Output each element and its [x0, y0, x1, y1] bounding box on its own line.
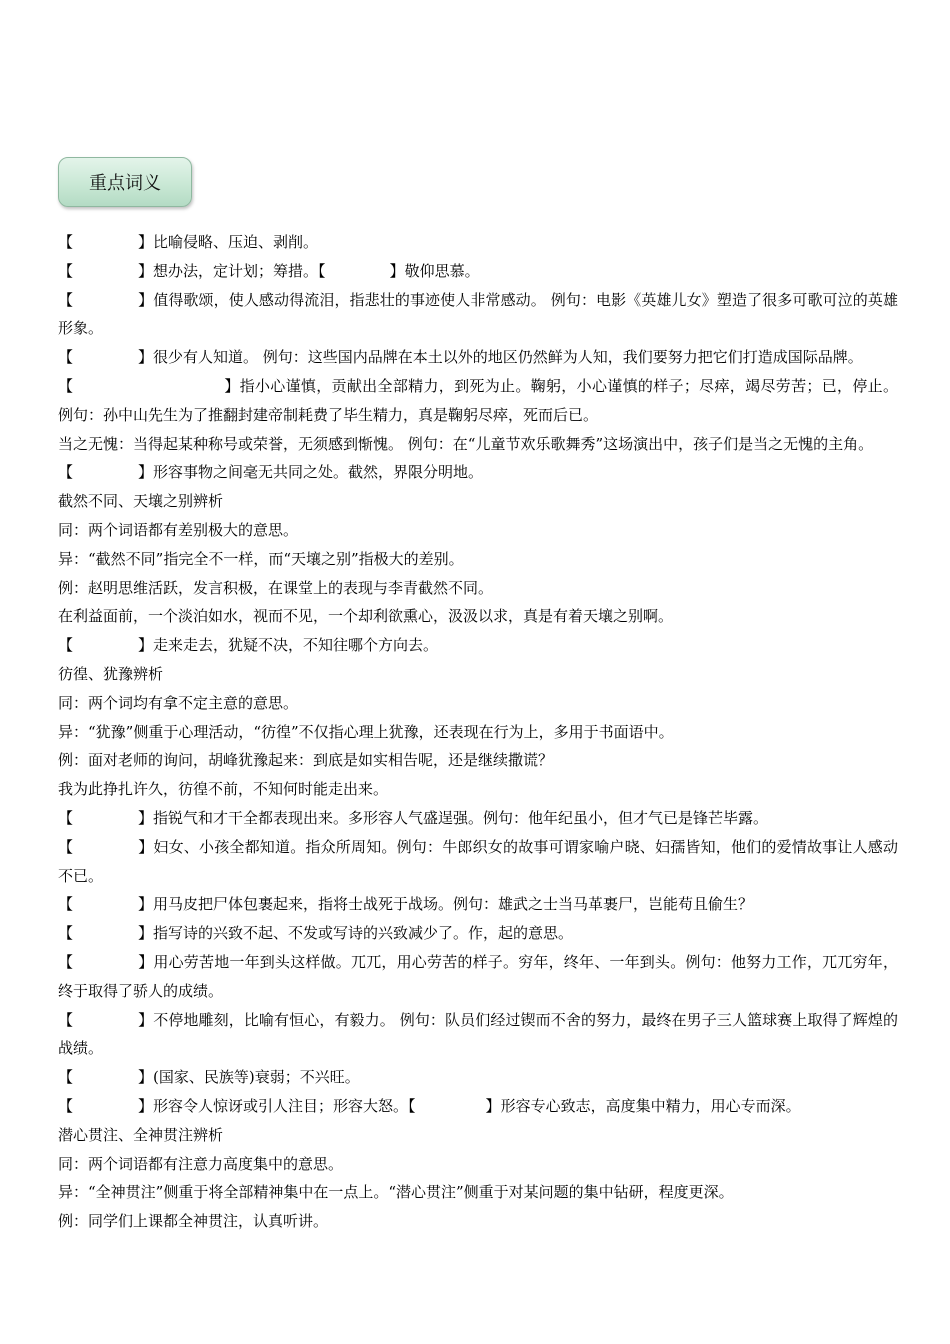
text-line: 在利益面前，一个淡泊如水，视而不见，一个却利欲熏心，汲汲以求，真是有着天壤之别啊。: [58, 607, 674, 626]
text-line: 潜心贯注、全神贯注辨析: [58, 1125, 224, 1144]
text-line: 我为此挣扎许久，彷徨不前，不知何时能走出来。: [58, 780, 389, 799]
section-title-badge: [58, 157, 192, 207]
blank-bracket-close: 】: [138, 290, 154, 309]
vocabulary-list: [58, 228, 898, 1236]
entry-line: 【 】妇女、小孩全都知道。指众所周知。例句：牛郎织女的故事可谓家喻户晓、妇孺皆知，他们的爱情故事让人感动不已。: [58, 833, 898, 891]
blank-bracket-open: 【: [58, 1096, 74, 1115]
blank-bracket-close: 】: [224, 376, 240, 395]
text-line: 同：两个词语都有注意力高度集中的意思。: [58, 1154, 344, 1173]
blank-bracket-close: 】: [485, 1096, 501, 1115]
blank-bracket-open: 【: [58, 1010, 74, 1029]
blank-bracket-close: 】: [138, 1010, 154, 1029]
text-line: 同：两个词语都有差别极大的意思。: [58, 520, 299, 539]
blank-bracket-close: 】: [389, 261, 405, 280]
section-title: 重点词义: [89, 173, 161, 194]
entry-line: 【 】走来走去，犹疑不决，不知往哪个方向去。: [58, 631, 898, 660]
blank-bracket-open: 【: [58, 952, 74, 971]
text-line: 彷徨、犹豫辨析: [58, 664, 164, 683]
entry-line: 【 】指锐气和才干全都表现出来。多形容人气盛逞强。例句：他年纪虽小，但才气已是锋芒毕露。: [58, 804, 898, 833]
entry-line: 【 】值得歌颂，使人感动得流泪，指悲壮的事迹使人非常感动。 例句：电影《英雄儿女》塑造了很多可歌可泣的英雄形象。: [58, 286, 898, 344]
blank-bracket-open: 【: [58, 290, 74, 309]
blank-bracket-open: 【: [318, 261, 326, 280]
blank-bracket-open: 【: [58, 924, 74, 943]
blank-bracket-close: 】: [138, 1096, 154, 1115]
blank-bracket-close: 】: [138, 808, 154, 827]
entry-line: 【 】指写诗的兴致不起、不发或写诗的兴致减少了。作，起的意思。: [58, 919, 898, 948]
blank-bracket-close: 】: [138, 636, 154, 655]
blank-bracket-open: 【: [408, 1096, 416, 1115]
blank-bracket-close: 】: [138, 463, 154, 482]
blank-bracket-open: 【: [58, 376, 74, 395]
entry-line: 【 】用马皮把尸体包裹起来，指将士战死于战场。例句：雄武之士当马革裹尸，岂能苟且偷生？: [58, 890, 898, 919]
blank-bracket-open: 【: [58, 808, 74, 827]
text-line: 例：赵明思维活跃，发言积极，在课堂上的表现与李青截然不同。: [58, 578, 494, 597]
blank-bracket-open: 【: [58, 348, 74, 367]
text-line: 异：“截然不同”指完全不一样，而“天壤之别”指极大的差别。: [58, 549, 464, 568]
entry-line: 【 】指小心谨慎，贡献出全部精力，到死为止。鞠躬，小心谨慎的样子；尽瘁，竭尽劳苦；已，停止。例句：孙中山先生为了推翻封建帝制耗费了毕生精力，真是鞠躬尽瘁，死而后已。: [58, 372, 898, 430]
blank-bracket-close: 】: [138, 1068, 154, 1087]
entry-line: 【 】比喻侵略、压迫、剥削。: [58, 228, 898, 257]
blank-bracket-close: 】: [138, 261, 154, 280]
entry-line: 【 】(国家、民族等)衰弱；不兴旺。: [58, 1063, 898, 1092]
text-line: 同：两个词均有拿不定主意的意思。: [58, 693, 299, 712]
blank-bracket-open: 【: [58, 895, 74, 914]
blank-bracket-close: 】: [138, 837, 154, 856]
entry-line: 【 】形容令人惊讶或引人注目；形容大怒。【 】形容专心致志，高度集中精力，用心专而深。: [58, 1092, 898, 1121]
entry-line: 【 】想办法，定计划；筹措。【 】敬仰思慕。: [58, 257, 898, 286]
blank-bracket-close: 】: [138, 348, 154, 367]
entry-line: 【 】用心劳苦地一年到头这样做。兀兀，用心劳苦的样子。穷年，终年、一年到头。例句：他努力工作，兀兀穷年，终于取得了骄人的成绩。: [58, 948, 898, 1006]
text-line: 异：“犹豫”侧重于心理活动，“彷徨”不仅指心理上犹豫，还表现在行为上，多用于书面语中。: [58, 722, 674, 741]
blank-bracket-close: 】: [138, 233, 154, 251]
text-line: 例：同学们上课都全神贯注，认真听讲。: [58, 1212, 329, 1231]
blank-bracket-close: 】: [138, 895, 154, 914]
blank-bracket-open: 【: [58, 261, 74, 280]
text-line: 截然不同、天壤之别辨析: [58, 492, 224, 511]
text-line: 例：面对老师的询问，胡峰犹豫起来：到底是如实相告呢，还是继续撒谎？: [58, 751, 554, 770]
blank-bracket-close: 】: [138, 952, 154, 971]
blank-bracket-open: 【: [58, 636, 74, 655]
blank-bracket-open: 【: [58, 233, 74, 251]
entry-line: 【 】形容事物之间毫无共同之处。截然，界限分明地。: [58, 458, 898, 487]
text-line: 当之无愧：当得起某种称号或荣誉，无须感到惭愧。 例句：在“儿童节欢乐歌舞秀”这场演出中，孩子们是当之无愧的主角。: [58, 434, 874, 453]
blank-bracket-open: 【: [58, 1068, 74, 1087]
text-line: 异：“全神贯注”侧重于将全部精神集中在一点上。“潜心贯注”侧重于对某问题的集中钻研，程度更深。: [58, 1183, 734, 1202]
entry-line: 【 】很少有人知道。 例句：这些国内品牌在本土以外的地区仍然鲜为人知，我们要努力把它们打造成国际品牌。: [58, 343, 898, 372]
blank-bracket-close: 】: [138, 924, 154, 943]
blank-bracket-open: 【: [58, 463, 74, 482]
entry-line: 【 】不停地雕刻，比喻有恒心，有毅力。 例句：队员们经过锲而不舍的努力，最终在男子三人篮球赛上取得了辉煌的战绩。: [58, 1006, 898, 1064]
blank-bracket-open: 【: [58, 837, 74, 856]
